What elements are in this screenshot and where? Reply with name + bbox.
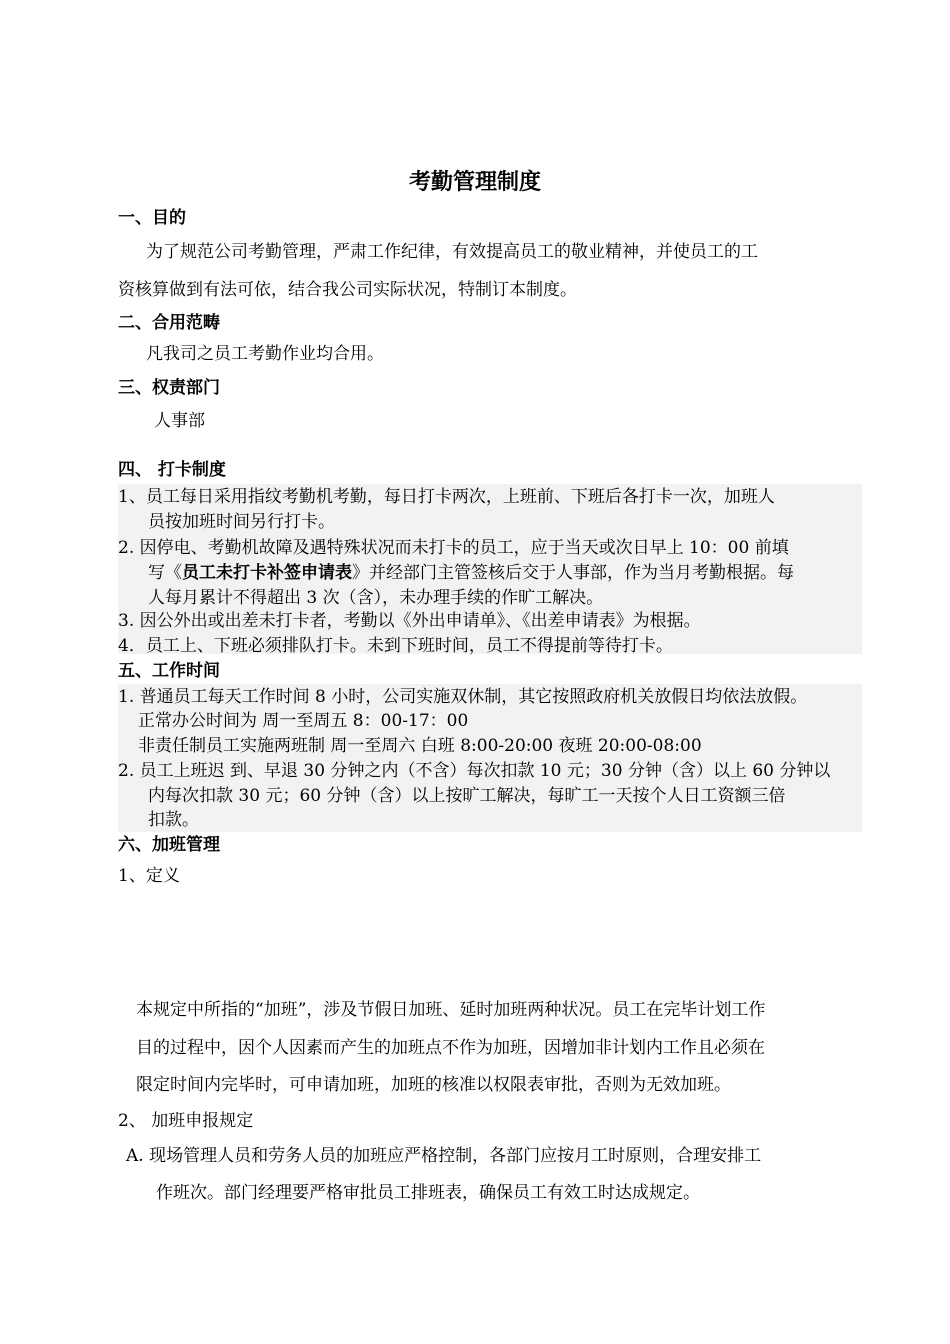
list-item-line: 1、员工每日采用指纹考勤机考勤，每日打卡两次，上班前、下班后各打卡一次，加班人 [118, 487, 775, 507]
section-heading-responsibility: 三、权责部门 [118, 378, 220, 398]
list-item-line: 员按加班时间另行打卡。 [148, 512, 335, 532]
section-heading-scope: 二、合用范畴 [118, 313, 220, 333]
paragraph-line: 本规定中所指的“加班”，涉及节假日加班、延时加班两种状况。员工在完毕计划工作 [136, 1000, 766, 1020]
list-item-line: 1. 普通员工每天工作时间 8 小时，公司实施双休制，其它按照政府机关放假日均依法放假。 [118, 687, 808, 707]
list-item-line: 3. 因公外出或出差未打卡者，考勤以《外出申请单》、《出差申请表》为根据。 [118, 611, 701, 631]
paragraph-line: 凡我司之员工考勤作业均合用。 [146, 344, 384, 364]
text-segment: 写《 [148, 563, 182, 583]
section-heading-overtime: 六、加班管理 [118, 835, 220, 855]
list-item-line: 内每次扣款 30 元；60 分钟（含）以上按旷工解决，每旷工一天按个人日工资额三倍 [148, 786, 786, 806]
list-item-line: 4．员工上、下班必须排队打卡。未到下班时间，员工不得提前等待打卡。 [118, 636, 673, 656]
list-item-line: 非责任制员工实施两班制 周一至周六 白班 8:00-20:00 夜班 20:00-08:00 [138, 736, 702, 756]
section-heading-clock-in: 四、 打卡制度 [118, 460, 226, 480]
paragraph-line: 限定时间内完毕时，可申请加班，加班的核准以权限表审批，否则为无效加班。 [136, 1075, 731, 1095]
paragraph-line: 人事部 [154, 411, 205, 431]
subheading-definition: 1、定义 [118, 866, 180, 886]
list-item-line: 作班次。部门经理要严格审批员工排班表，确保员工有效工时达成规定。 [156, 1183, 700, 1203]
document-title: 考勤管理制度 [408, 170, 541, 195]
list-item-line: 人每月累计不得超出 3 次（含），未办理手续的作旷工解决。 [148, 588, 604, 608]
paragraph-line: 为了规范公司考勤管理，严肃工作纪律，有效提高员工的敬业精神，并使员工的工 [146, 242, 758, 262]
form-name-bold: 员工未打卡补签申请表 [182, 563, 352, 583]
list-item-line: 2. 员工上班迟 到、早退 30 分钟之内（不含）每次扣款 10 元；30 分钟（含）以上 60 分钟以 [118, 761, 831, 781]
section-heading-purpose: 一、目的 [118, 208, 186, 228]
list-item-line: A. 现场管理人员和劳务人员的加班应严格控制，各部门应按月工时原则，合理安排工 [126, 1146, 762, 1166]
paragraph-line: 目的过程中，因个人因素而产生的加班点不作为加班，因增加非计划内工作且必须在 [136, 1038, 765, 1058]
subheading-overtime-application: 2、 加班申报规定 [118, 1111, 254, 1131]
section-heading-work-hours: 五、工作时间 [118, 661, 220, 681]
list-item-line: 正常办公时间为 周一至周五 8：00-17：00 [138, 711, 469, 731]
list-item-line: 2. 因停电、考勤机故障及遇特殊状况而未打卡的员工，应于当天或次日早上 10：00 前填 [118, 538, 789, 558]
paragraph-line: 资核算做到有法可依，结合我公司实际状况，特制订本制度。 [118, 280, 577, 300]
list-item-line: 扣款。 [148, 810, 199, 830]
text-segment: 》并经部门主管签核后交于人事部，作为当月考勤根据。每 [352, 563, 794, 583]
list-item-line [148, 561, 794, 585]
